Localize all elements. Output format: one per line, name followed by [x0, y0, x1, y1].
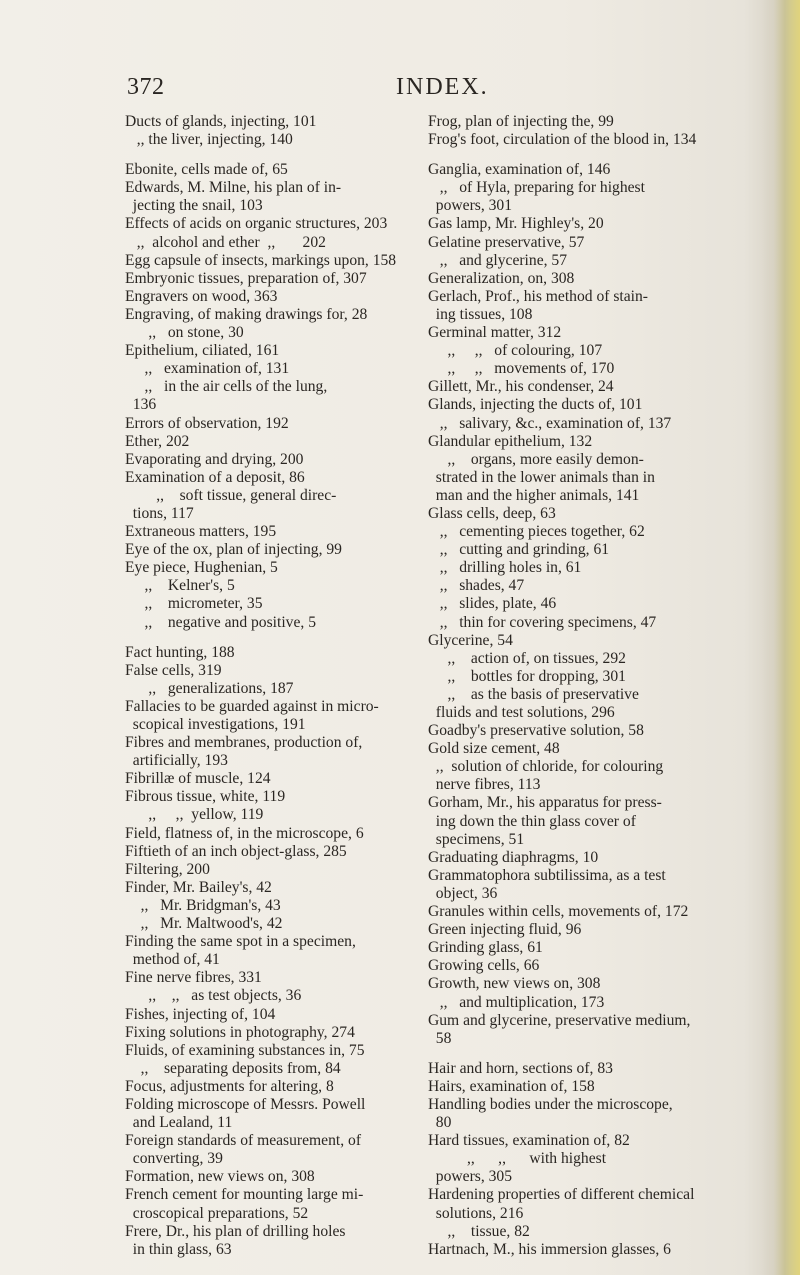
- index-entry: Eye of the ox, plan of injecting, 99: [125, 541, 342, 559]
- index-entry: Egg capsule of insects, markings upon, 158: [125, 251, 397, 269]
- index-entry: Hard tissues, examination of, 82: [428, 1132, 630, 1150]
- index-column-left: [125, 113, 415, 1259]
- index-entry: Growth, new views on, 308: [428, 975, 601, 993]
- index-entry: Engraving, of making drawings for, 28: [125, 305, 368, 323]
- index-column-right: [428, 113, 720, 1259]
- index-entry: Fibres and membranes, production of,: [125, 734, 363, 752]
- index-entry: ,, the liver, injecting, 140: [125, 131, 293, 149]
- index-entry: Graduating diaphragms, 10: [428, 848, 599, 866]
- index-entry: Fibrous tissue, white, 119: [125, 788, 286, 806]
- index-entry: Gorham, Mr., his apparatus for press-: [428, 794, 662, 812]
- index-entry: artificially, 193: [125, 752, 228, 770]
- index-entry: Focus, adjustments for altering, 8: [125, 1077, 334, 1095]
- index-entry: ,, examination of, 131: [125, 360, 290, 378]
- index-entry: Grammatophora subtilissima, as a test: [428, 866, 666, 884]
- index-entry: Gelatine preservative, 57: [428, 233, 585, 251]
- index-entry: Examination of a deposit, 86: [125, 468, 305, 486]
- index-entry: Foreign standards of measurement, of: [125, 1132, 362, 1150]
- index-entry: ,, in the air cells of the lung,: [125, 378, 328, 396]
- index-entry: Fallacies to be guarded against in micro-: [125, 697, 379, 715]
- index-entry: ,, slides, plate, 46: [428, 595, 557, 613]
- index-entry: Edwards, M. Milne, his plan of in-: [125, 179, 342, 197]
- index-entry: ,, separating deposits from, 84: [125, 1059, 341, 1077]
- index-entry: Goadby's preservative solution, 58: [428, 722, 644, 740]
- index-entry: in thin glass, 63: [125, 1240, 232, 1258]
- index-entry: Hair and horn, sections of, 83: [428, 1059, 613, 1077]
- index-entry: ,, shades, 47: [428, 577, 525, 595]
- index-entry: Epithelium, ciliated, 161: [125, 342, 280, 360]
- index-entry: ing tissues, 108: [428, 305, 533, 323]
- index-entry: Glandular epithelium, 132: [428, 432, 593, 450]
- index-entry: ,, Mr. Maltwood's, 42: [125, 915, 283, 933]
- index-entry: man and the higher animals, 141: [428, 486, 640, 504]
- index-entry: ,, of Hyla, preparing for highest: [428, 179, 645, 197]
- index-entry: Gillett, Mr., his condenser, 24: [428, 378, 614, 396]
- index-entry: strated in the lower animals than in: [428, 468, 655, 486]
- index-entry: Folding microscope of Messrs. Powell: [125, 1095, 366, 1113]
- index-entry: Ducts of glands, injecting, 101: [125, 113, 317, 130]
- index-entry: ,, cutting and grinding, 61: [428, 541, 610, 559]
- index-entry: ,, generalizations, 187: [125, 679, 294, 697]
- index-entry: ,, as the basis of preservative: [428, 685, 639, 703]
- index-entry: Errors of observation, 192: [125, 414, 289, 432]
- index-entry: ,, alcohol and ether ,, 202: [125, 233, 326, 251]
- index-entry: fluids and test solutions, 296: [428, 704, 615, 721]
- index-entry: 136: [125, 396, 157, 414]
- index-entry: ,, organs, more easily demon-: [428, 450, 644, 468]
- index-entry: ,, on stone, 30: [125, 324, 244, 342]
- index-entry: ,, soft tissue, general direc-: [125, 486, 337, 504]
- index-entry: Ebonite, cells made of, 65: [125, 161, 288, 179]
- index-entry: ing down the thin glass cover of: [428, 812, 636, 830]
- running-head: INDEX.: [396, 74, 489, 100]
- index-entry: ,, thin for covering specimens, 47: [428, 613, 657, 631]
- index-entry: Fine nerve fibres, 331: [125, 969, 262, 987]
- index-entry: Eye piece, Hughenian, 5: [125, 559, 278, 577]
- index-entry: ,, Mr. Bridgman's, 43: [125, 896, 281, 914]
- index-entry: Frere, Dr., his plan of drilling holes: [125, 1222, 346, 1240]
- index-entry: nerve fibres, 113: [428, 776, 541, 794]
- index-entry: scopical investigations, 191: [125, 716, 306, 733]
- index-entry: Fact hunting, 188: [125, 643, 235, 661]
- index-entry: Growing cells, 66: [428, 957, 540, 975]
- index-entry: Gerlach, Prof., his method of stain-: [428, 287, 648, 305]
- page-edge-shadow: [762, 0, 800, 1275]
- index-entry: Glycerine, 54: [428, 631, 513, 649]
- index-entry: Green injecting fluid, 96: [428, 921, 582, 939]
- index-entry: ,, ,, movements of, 170: [428, 360, 615, 378]
- page-header: [0, 74, 800, 104]
- page-number: 372: [127, 74, 165, 100]
- index-entry: Frog's foot, circulation of the blood in, 134: [428, 131, 697, 149]
- index-entry: tions, 117: [125, 504, 194, 522]
- index-entry: Gold size cement, 48: [428, 740, 560, 758]
- index-entry: Fluids, of examining substances in, 75: [125, 1041, 365, 1059]
- index-entry: Fishes, injecting of, 104: [125, 1005, 276, 1023]
- index-entry: Generalization, on, 308: [428, 269, 575, 287]
- index-entry: Field, flatness of, in the microscope, 6: [125, 824, 364, 842]
- index-entry: ,, ,, of colouring, 107: [428, 342, 603, 360]
- index-entry: jecting the snail, 103: [125, 197, 263, 215]
- index-entry: Gum and glycerine, preservative medium,: [428, 1011, 691, 1029]
- index-entry: ,, ,, yellow, 119: [125, 806, 264, 824]
- index-entry: Granules within cells, movements of, 172: [428, 903, 689, 921]
- index-entry: method of, 41: [125, 951, 220, 969]
- index-entry: ,, bottles for dropping, 301: [428, 667, 626, 685]
- index-entry: specimens, 51: [428, 830, 525, 848]
- index-entry: Grinding glass, 61: [428, 939, 543, 957]
- index-entry: Engravers on wood, 363: [125, 287, 278, 305]
- index-entry: French cement for mounting large mi-: [125, 1186, 364, 1204]
- index-entry: Glands, injecting the ducts of, 101: [428, 396, 643, 414]
- index-entry: ,, Kelner's, 5: [125, 577, 235, 595]
- index-entry: croscopical preparations, 52: [125, 1204, 309, 1222]
- index-entry: ,, cementing pieces together, 62: [428, 523, 645, 541]
- index-entry: Hairs, examination of, 158: [428, 1077, 595, 1095]
- index-entry: ,, ,, with highest: [428, 1150, 607, 1168]
- index-entry: ,, solution of chloride, for colouring: [428, 758, 664, 776]
- index-entry: ,, negative and positive, 5: [125, 613, 316, 631]
- index-entry: Fibrillæ of muscle, 124: [125, 770, 271, 788]
- index-entry: ,, tissue, 82: [428, 1222, 530, 1240]
- index-entry: Effects of acids on organic structures, 203: [125, 215, 388, 233]
- index-entry: Evaporating and drying, 200: [125, 450, 304, 468]
- index-entry: Filtering, 200: [125, 860, 210, 878]
- index-entry: and Lealand, 11: [125, 1114, 233, 1132]
- index-entry: converting, 39: [125, 1150, 223, 1168]
- index-entry: Fixing solutions in photography, 274: [125, 1023, 355, 1041]
- index-entry: powers, 301: [428, 197, 513, 215]
- index-entry: Germinal matter, 312: [428, 324, 562, 342]
- index-entry: Gas lamp, Mr. Highley's, 20: [428, 215, 604, 233]
- index-entry: solutions, 216: [428, 1204, 524, 1222]
- index-entry: object, 36: [428, 884, 498, 902]
- index-entry: ,, action of, on tissues, 292: [428, 649, 626, 667]
- index-entry: Embryonic tissues, preparation of, 307: [125, 269, 367, 287]
- index-entry: Ether, 202: [125, 432, 190, 450]
- index-entry: ,, and multiplication, 173: [428, 993, 605, 1011]
- index-entry: 58: [428, 1029, 452, 1047]
- index-entry: Extraneous matters, 195: [125, 523, 277, 541]
- index-entry: Finder, Mr. Bailey's, 42: [125, 878, 272, 896]
- index-entry: ,, and glycerine, 57: [428, 251, 568, 269]
- index-entry: False cells, 319: [125, 661, 222, 679]
- index-entry: Glass cells, deep, 63: [428, 504, 556, 522]
- index-entry: ,, ,, as test objects, 36: [125, 987, 302, 1005]
- index-entry: Ganglia, examination of, 146: [428, 161, 611, 179]
- index-entry: Frog, plan of injecting the, 99: [428, 113, 614, 130]
- index-entry: Formation, new views on, 308: [125, 1168, 315, 1186]
- index-entry: Hardening properties of different chemical: [428, 1186, 695, 1204]
- index-entry: Handling bodies under the microscope,: [428, 1095, 673, 1113]
- index-entry: ,, drilling holes in, 61: [428, 559, 582, 577]
- index-entry: powers, 305: [428, 1168, 513, 1186]
- index-entry: ,, salivary, &c., examination of, 137: [428, 414, 672, 432]
- index-entry: Hartnach, M., his immersion glasses, 6: [428, 1240, 671, 1258]
- index-entry: Fiftieth of an inch object-glass, 285: [125, 842, 347, 860]
- index-entry: ,, micrometer, 35: [125, 595, 263, 613]
- index-entry: 80: [428, 1114, 452, 1132]
- index-entry: Finding the same spot in a specimen,: [125, 933, 356, 951]
